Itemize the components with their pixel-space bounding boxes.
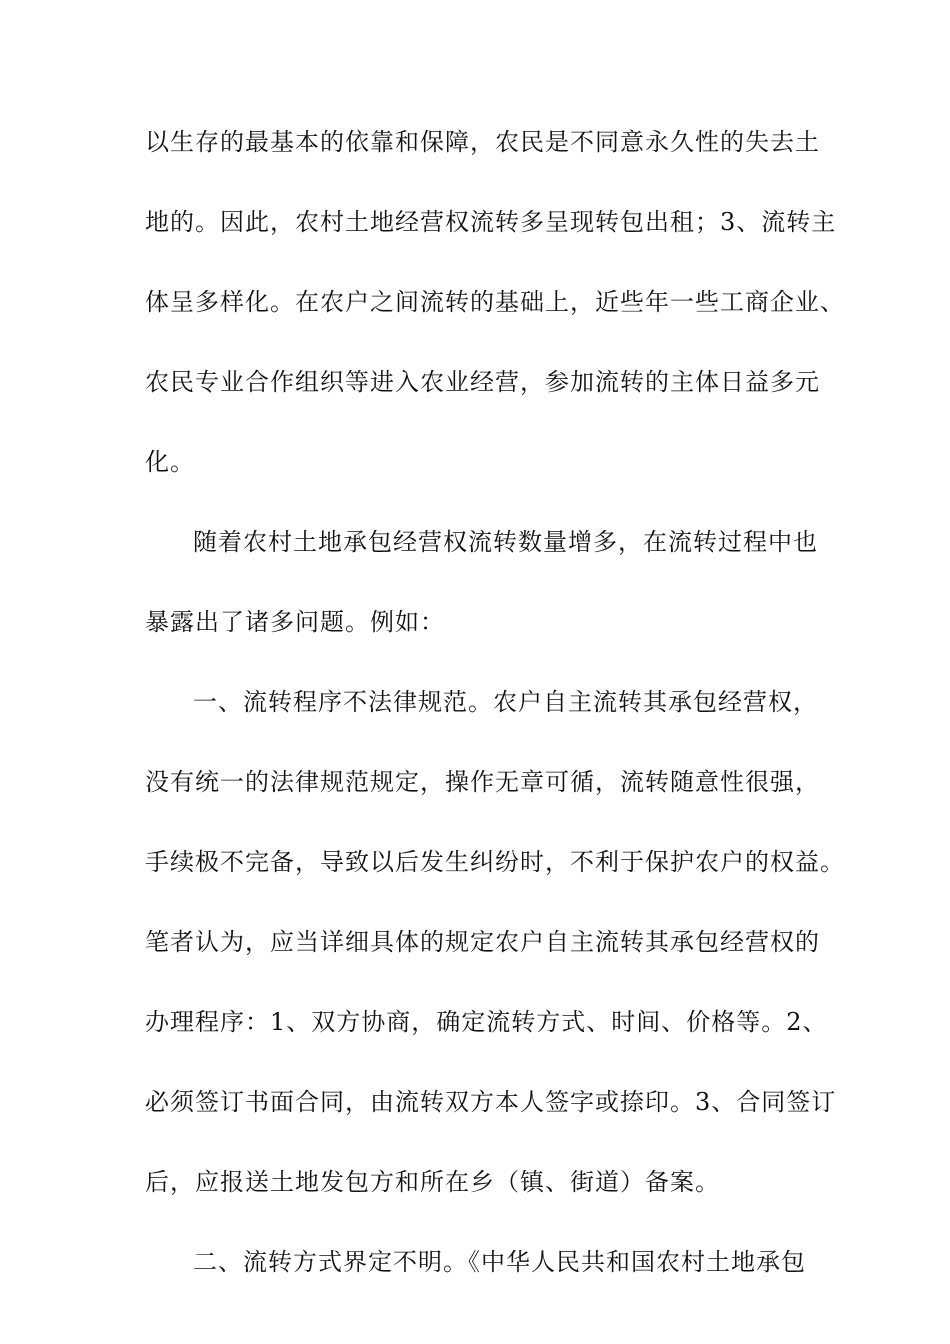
text-line-5: 化。 xyxy=(145,448,195,476)
text-line-13: 必须签订书面合同，由流转双方本人签字或捺印。3、合同签订 xyxy=(145,1088,837,1116)
text-line-1: 以生存的最基本的依靠和保障，农民是不同意永久性的失去土 xyxy=(145,128,820,156)
text-line-9: 没有统一的法律规范规定，操作无章可循，流转随意性很强， xyxy=(145,768,820,796)
text-line-7: 暴露出了诸多问题。例如： xyxy=(145,608,445,636)
text-line-14: 后，应报送土地发包方和所在乡（镇、街道）备案。 xyxy=(145,1168,720,1196)
text-line-3: 体呈多样化。在农户之间流转的基础上，近些年一些工商企业、 xyxy=(145,288,845,316)
text-line-12: 办理程序：1、双方协商，确定流转方式、时间、价格等。2、 xyxy=(145,1008,828,1036)
text-line-10: 手续极不完备，导致以后发生纠纷时，不利于保护农户的权益。 xyxy=(145,848,845,876)
paragraph-start-line-8: 一、流转程序不法律规范。农户自主流转其承包经营权， xyxy=(193,688,818,716)
document-body xyxy=(145,127,845,1327)
paragraph-start-line-15: 二、流转方式界定不明。《中华人民共和国农村土地承包 xyxy=(193,1248,806,1276)
paragraph-start-line-6: 随着农村土地承包经营权流转数量增多，在流转过程中也 xyxy=(193,528,818,556)
text-line-11: 笔者认为，应当详细具体的规定农户自主流转其承包经营权的 xyxy=(145,928,820,956)
text-line-4: 农民专业合作组织等进入农业经营，参加流转的主体日益多元 xyxy=(145,368,820,396)
text-line-2: 地的。因此，农村土地经营权流转多呈现转包出租；3、流转主 xyxy=(145,208,837,236)
